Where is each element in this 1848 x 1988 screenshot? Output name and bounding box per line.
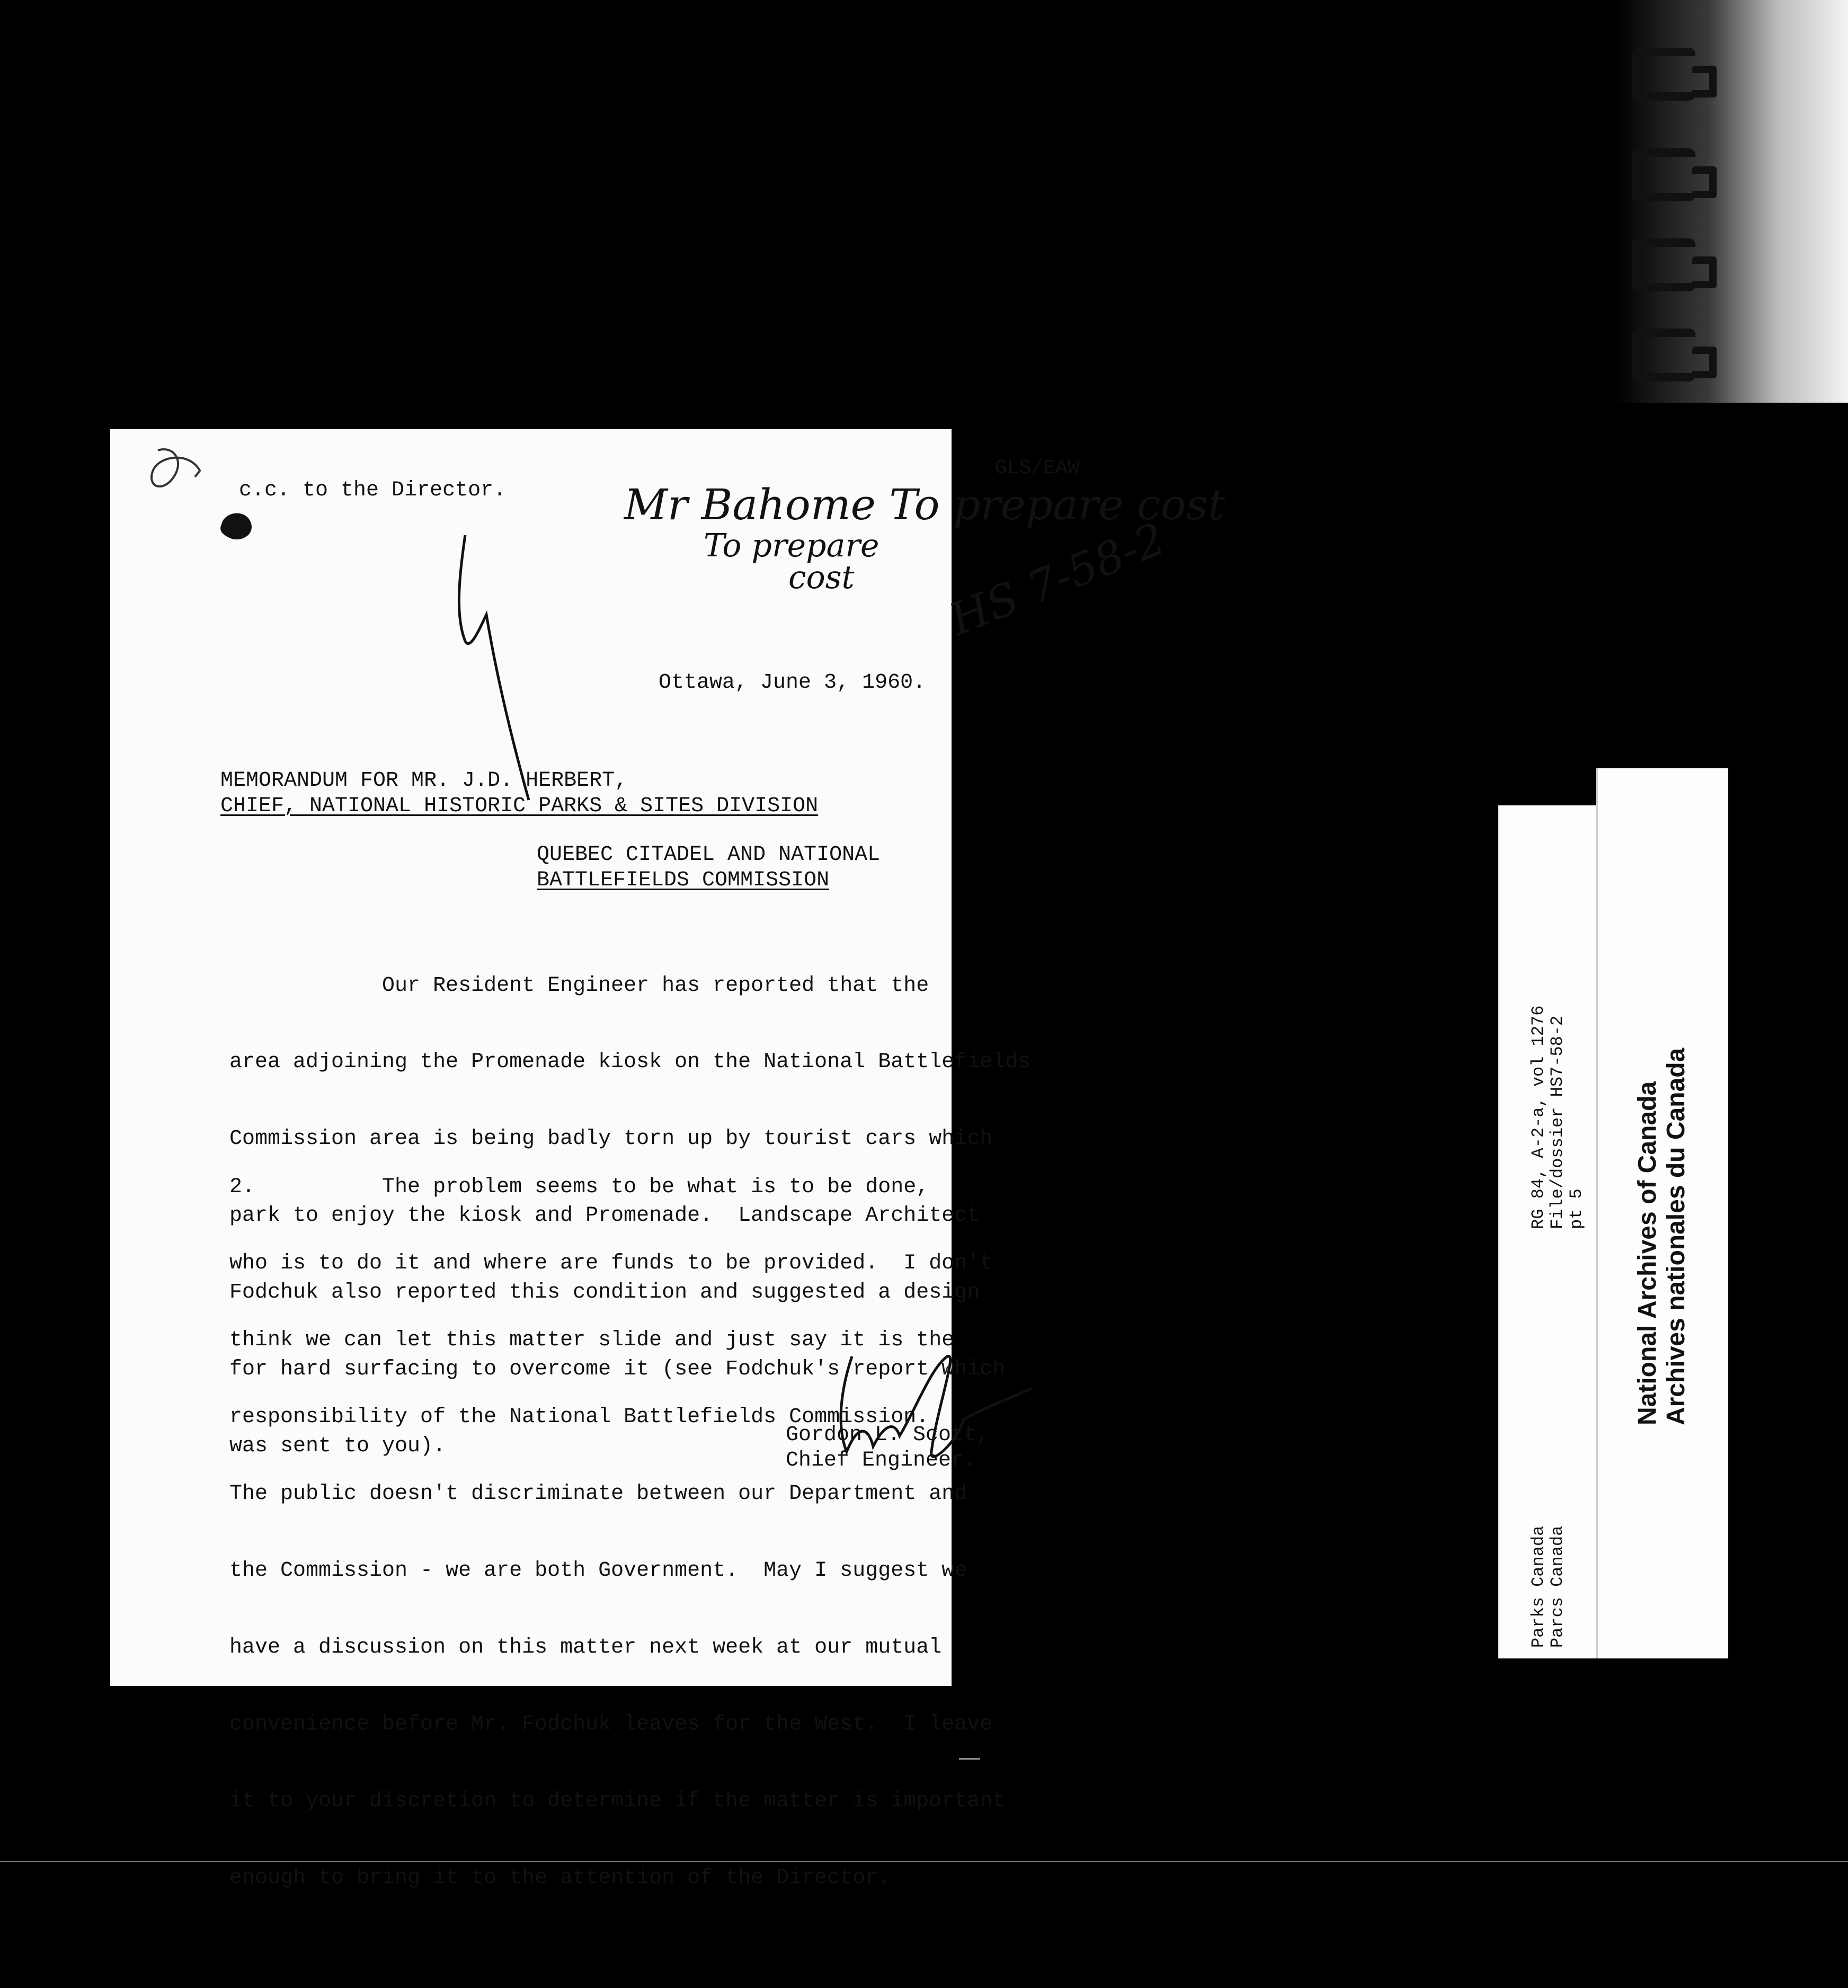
subject-line-1: QUEBEC CITADEL AND NATIONAL — [537, 843, 881, 867]
memo-sheet — [110, 429, 1225, 1890]
svg-text:HS 7-58-2: HS 7-58-2 — [942, 512, 1172, 646]
text-line: convenience before Mr. Fodchuk leaves for the West. I leave — [229, 1712, 993, 1736]
film-edge-line — [0, 1861, 1848, 1862]
text-line: responsibility of the National Battlefields Commission. — [229, 1405, 929, 1430]
frame-mark-icon — [1632, 238, 1695, 291]
frame-mark-icon — [1632, 329, 1695, 381]
handwritten-file-number-icon — [942, 512, 1172, 657]
text-line: for hard surfacing to overcome it (see Fodchuk's report which — [229, 1357, 1006, 1382]
svg-text:Mr Bahome To prepare cost: Mr Bahome To prepare cost — [624, 480, 1225, 529]
text-line: area adjoining the Promenade kiosk on the National Battlefields — [229, 1050, 1031, 1075]
agency-en: Parks Canada — [1529, 1525, 1548, 1648]
checkmark-stroke-icon — [444, 530, 561, 805]
text-line: was sent to you). — [229, 1434, 446, 1458]
reference-line-2: File/dossier HS7-58-2 — [1548, 1015, 1567, 1229]
date-line: Ottawa, June 3, 1960. — [659, 671, 926, 695]
text-line: park to enjoy the kiosk and Promenade. Landscape Architect — [229, 1204, 980, 1228]
handwritten-initials-icon — [142, 440, 221, 514]
text-line: think we can let this matter slide and just say it is the — [229, 1328, 955, 1353]
text-line: it to your discretion to determine if the matter is important — [229, 1789, 1006, 1813]
address-line-2: CHIEF, NATIONAL HISTORIC PARKS & SITES DIVISION — [220, 794, 819, 818]
text-line: Fodchuk also reported this condition and suggested a design — [229, 1281, 980, 1305]
frame-mark-icon — [1632, 148, 1695, 201]
ink-blot-icon — [216, 509, 259, 546]
paragraph-2 — [229, 1123, 1005, 1942]
frame-mark-icon — [1632, 48, 1695, 101]
svg-text:To prepare: To prepare — [704, 527, 879, 564]
text-line: Our Resident Engineer has reported that the — [229, 973, 929, 998]
reference-line-1: RG 84, A-2-a, vol 1276 — [1529, 1005, 1548, 1229]
svg-text:cost: cost — [788, 559, 855, 596]
signature-title: Chief Engineer. — [786, 1449, 977, 1472]
text-line: who is to do it and where are funds to be provided. I don't — [229, 1252, 993, 1276]
text-line: The public doesn't discriminate between our Department and — [229, 1482, 967, 1506]
text-line: Commission area is being badly torn up by tourist cars which — [229, 1127, 993, 1151]
archives-label — [1596, 768, 1728, 1658]
agency-fr: Parcs Canada — [1548, 1525, 1567, 1648]
text-line: have a discussion on this matter next week at our mutual — [229, 1635, 942, 1659]
file-initials: GLS/EAW — [995, 457, 1080, 480]
text-line: enough to bring it to the attention of the Director. — [229, 1866, 891, 1890]
signature-name: Gordon L. Scott, — [786, 1423, 990, 1447]
reference-line-3: pt 5 — [1567, 1188, 1586, 1229]
archives-name-en: National Archives of Canada — [1633, 1081, 1662, 1425]
text-line: the Commission - we are both Government. May I suggest we — [229, 1559, 967, 1583]
cc-line: c.c. to the Director. — [239, 478, 507, 502]
archives-name-fr: Archives nationales du Canada — [1662, 1048, 1690, 1425]
subject-line-2: BATTLEFIELDS COMMISSION — [537, 868, 830, 892]
address-line-1: MEMORANDUM FOR MR. J.D. HERBERT, — [220, 769, 628, 793]
film-speck — [959, 1758, 980, 1760]
text-line: 2. The problem seems to be what is to be done, — [229, 1175, 929, 1199]
